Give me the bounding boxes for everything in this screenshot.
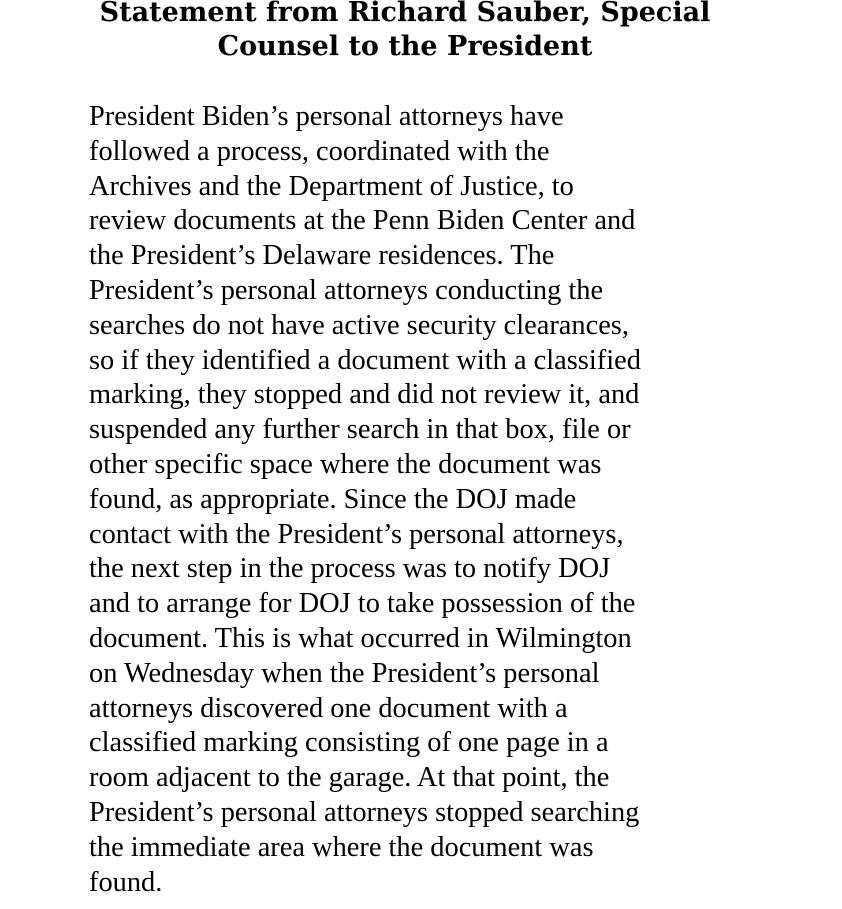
body-line: searches do not have active security clearances, bbox=[89, 309, 629, 341]
body-line: classified marking consisting of one page in a bbox=[89, 727, 609, 759]
body-line: so if they identified a document with a classified bbox=[89, 344, 641, 376]
body-line: document. This is what occurred in Wilmington bbox=[89, 622, 632, 654]
body-line: found, as appropriate. Since the DOJ made bbox=[89, 483, 577, 515]
body-line: the next step in the process was to notify DOJ bbox=[89, 553, 611, 585]
title-line: Statement from Richard Sauber, Special bbox=[99, 0, 711, 28]
body-line: Archives and the Department of Justice, to bbox=[89, 170, 574, 202]
body-line: review documents at the Penn Biden Center and bbox=[89, 205, 636, 237]
body-line: followed a process, coordinated with the bbox=[89, 135, 550, 167]
body-line: room adjacent to the garage. At that point, the bbox=[89, 762, 610, 794]
body-line: President’s personal attorneys conducting the bbox=[89, 274, 604, 306]
body-line: the President’s Delaware residences. The bbox=[89, 240, 555, 272]
body-line: suspended any further search in that box, file or bbox=[89, 414, 631, 446]
body-line: on Wednesday when the President’s personal bbox=[89, 657, 600, 689]
body-line: the immediate area where the document was bbox=[89, 831, 594, 863]
body-line: and to arrange for DOJ to take possession of the bbox=[89, 588, 636, 620]
document-title bbox=[60, 0, 750, 64]
body-line: found. bbox=[89, 866, 163, 898]
statement-body bbox=[89, 100, 729, 900]
body-line: other specific space where the document was bbox=[89, 448, 602, 480]
body-line: President’s personal attorneys stopped searching bbox=[89, 796, 640, 828]
body-line: contact with the President’s personal attorneys, bbox=[89, 518, 624, 550]
body-line: attorneys discovered one document with a bbox=[89, 692, 568, 724]
body-line: President Biden’s personal attorneys have bbox=[89, 101, 564, 132]
title-line: Counsel to the President bbox=[217, 31, 593, 62]
body-line: marking, they stopped and did not review it, and bbox=[89, 379, 640, 411]
